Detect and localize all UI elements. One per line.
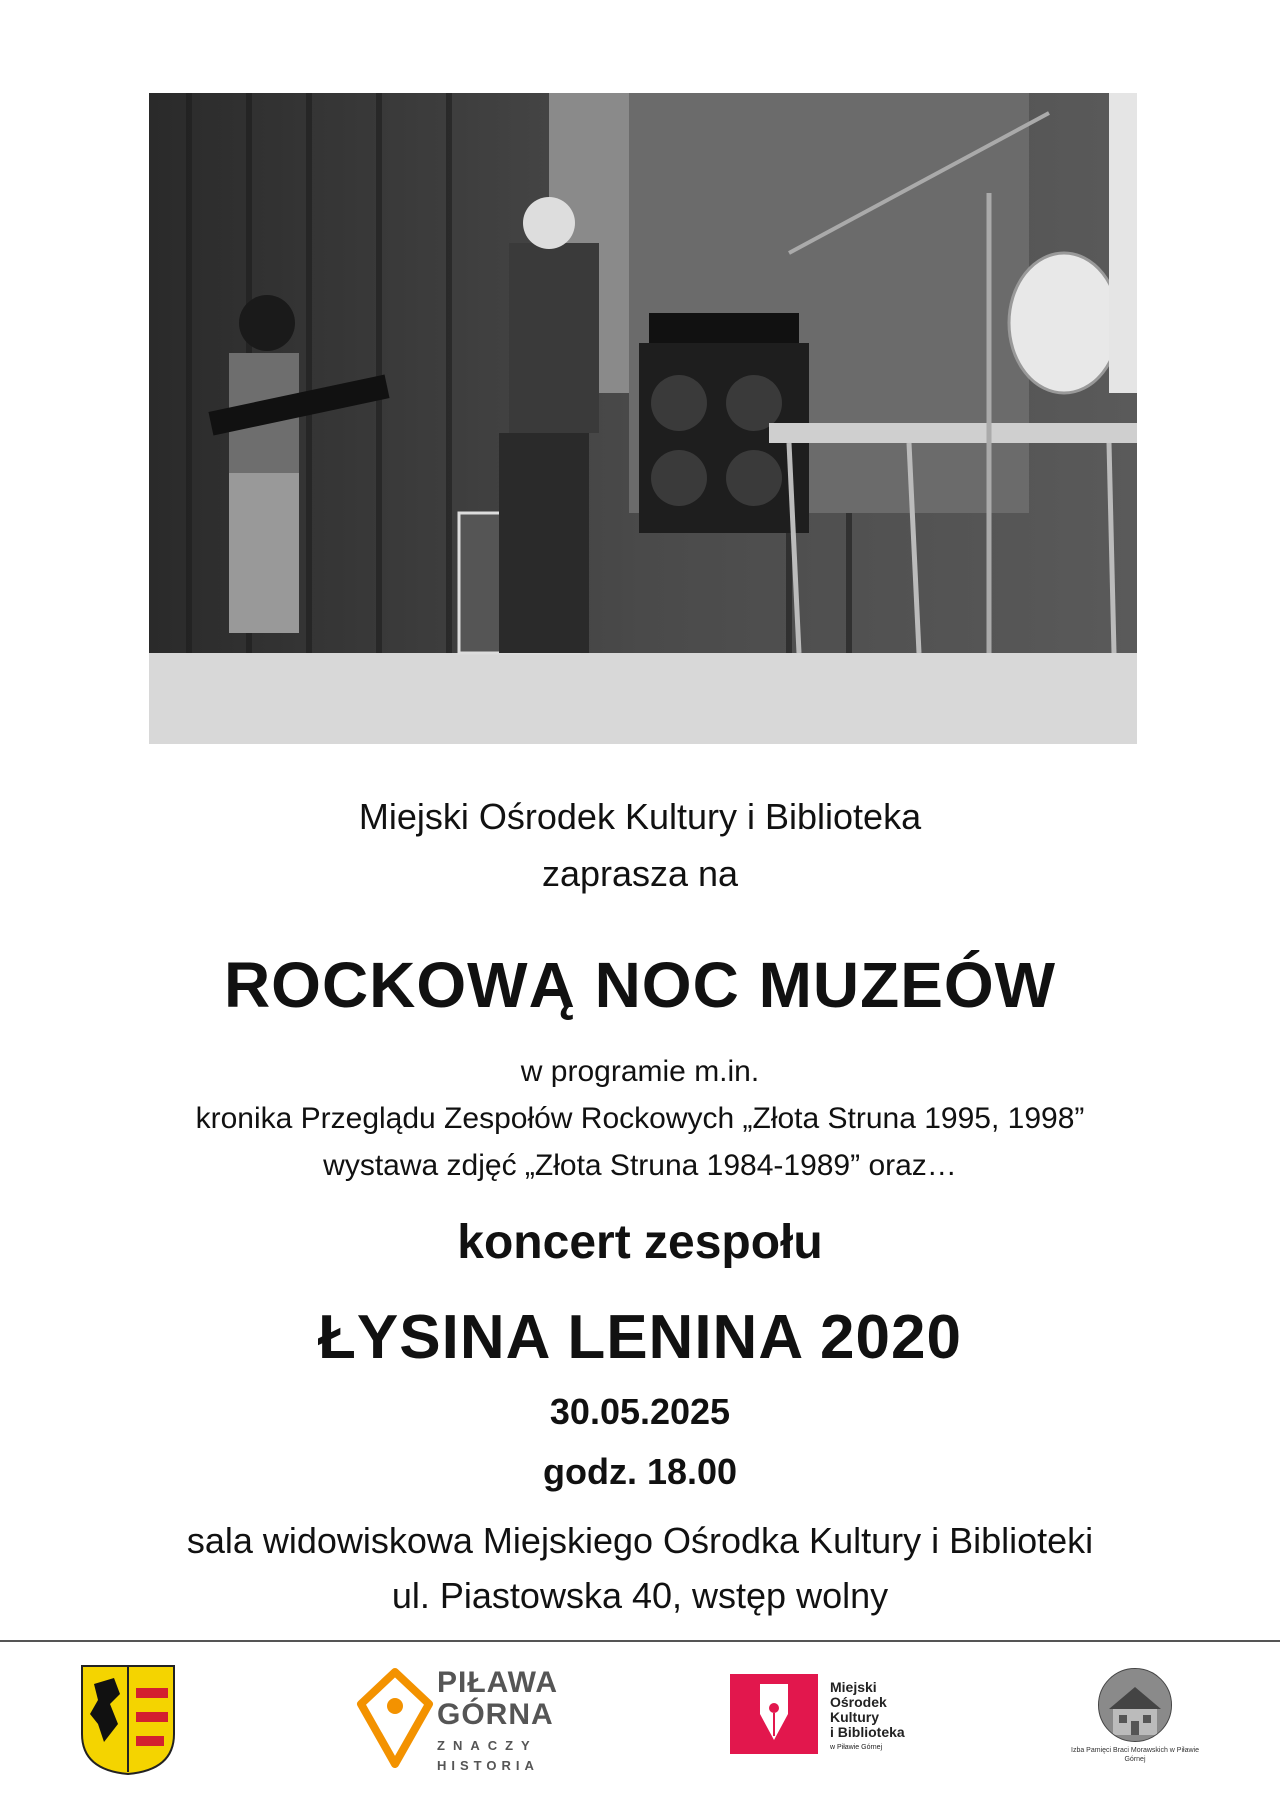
program-item: wystawa zdjęć „Złota Struna 1984-1989” oraz… xyxy=(323,1149,957,1182)
event-date: 30.05.2025 xyxy=(549,1391,731,1432)
band-photo xyxy=(149,93,1137,744)
concert-label: koncert zespołu xyxy=(457,1216,823,1269)
program-item: kronika Przeglądu Zespołów Rockowych „Złota Struna 1995, 1998” xyxy=(195,1102,1085,1135)
coat-of-arms-icon xyxy=(80,1664,176,1776)
venue-address: ul. Piastowska 40, wstęp wolny xyxy=(391,1575,889,1616)
program-heading: w programie m.in. xyxy=(520,1055,760,1088)
building-icon xyxy=(1098,1668,1172,1742)
izba-pamieci-logo xyxy=(1065,1664,1205,1774)
pilawa-tagline-line1: ZNACZY xyxy=(437,1738,538,1753)
mokib-name: Miejski Ośrodek Kultury i Biblioteka xyxy=(830,1679,905,1740)
pilawa-pin-icon xyxy=(355,1668,435,1768)
pilawa-name-line2: GÓRNA xyxy=(437,1698,554,1731)
pilawa-tagline-line2: HISTORIA xyxy=(437,1758,539,1773)
pilawa-gorna-logo xyxy=(355,1664,575,1774)
mokib-location: w Piławie Górnej xyxy=(830,1744,883,1751)
izba-caption: Izba Pamięci Braci Morawskich w Piławie Górnej xyxy=(1071,1747,1199,1763)
organizer-name: Miejski Ośrodek Kultury i Biblioteka xyxy=(358,796,922,837)
band-name: ŁYSINA LENINA 2020 xyxy=(318,1303,962,1372)
event-time: godz. 18.00 xyxy=(542,1451,738,1492)
pilawa-name-line1: PIŁAWA xyxy=(437,1666,559,1699)
footer-divider xyxy=(0,1640,1280,1642)
pen-nib-icon xyxy=(730,1674,818,1754)
mokib-logo xyxy=(730,1670,940,1760)
event-title: ROCKOWĄ NOC MUZEÓW xyxy=(223,949,1057,1021)
venue-name: sala widowiskowa Miejskiego Ośrodka Kultury i Biblioteki xyxy=(186,1520,1094,1561)
invitation-text: zaprasza na xyxy=(541,853,739,894)
